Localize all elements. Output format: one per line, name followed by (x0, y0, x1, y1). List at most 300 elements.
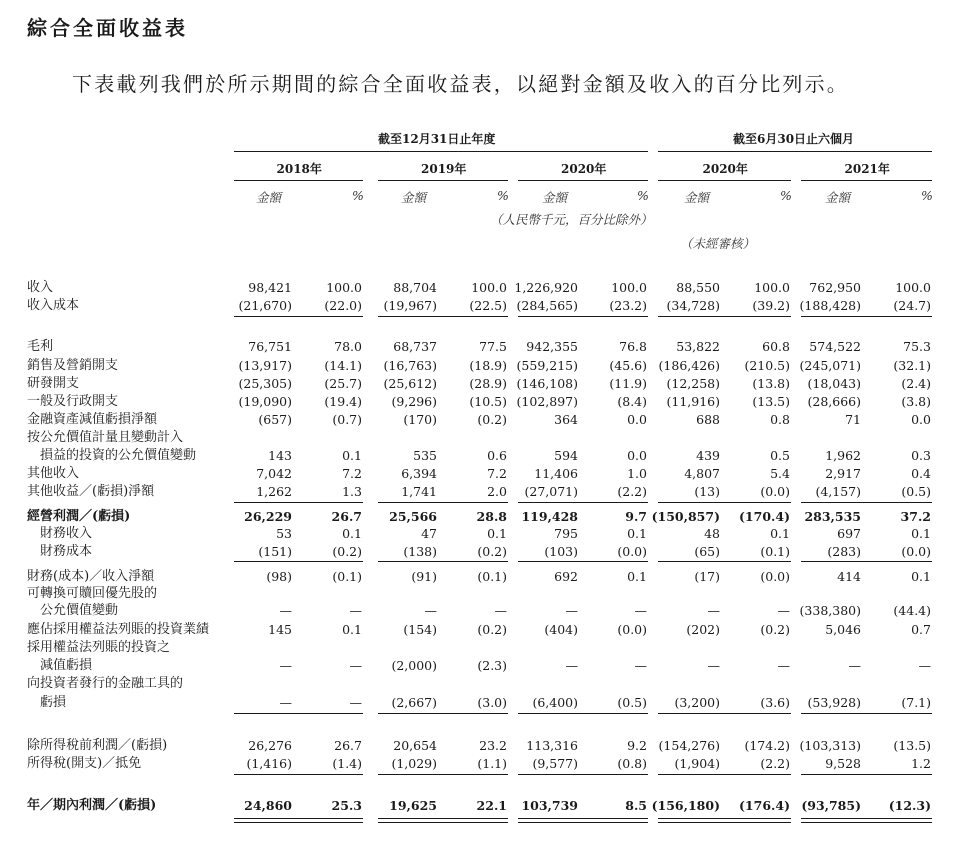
table-cell: 0.1 (487, 526, 507, 541)
table-cell: (138) (403, 544, 437, 559)
table-cell: 20,654 (393, 738, 437, 753)
table-cell: 0.0 (911, 412, 931, 427)
table-cell: 25,566 (389, 509, 437, 524)
table-cell: 19,625 (389, 798, 437, 813)
table-cell: 100.0 (895, 280, 931, 295)
table-cell: (156,180) (651, 798, 720, 813)
row-label: 金融資產減值虧損淨額 (27, 412, 158, 427)
table-cell: (1,904) (674, 756, 720, 771)
table-row (0, 429, 969, 447)
table-cell: (0.2) (477, 544, 507, 559)
table-cell: (13) (694, 484, 720, 499)
table-row (0, 483, 969, 501)
table-cell: (23.2) (609, 298, 647, 313)
table-cell: (2.3) (477, 658, 507, 673)
table-cell: 0.5 (770, 448, 790, 463)
table-cell: 414 (837, 569, 861, 584)
table-row (0, 375, 969, 393)
table-cell: (283) (827, 544, 861, 559)
percent-subheader: % (921, 188, 933, 203)
table-cell: (25,612) (383, 376, 437, 391)
group-header-year: 截至12月31日止年度 (378, 132, 496, 146)
subtotal-rule (801, 561, 932, 562)
amount-subheader: 金額 (542, 190, 568, 205)
table-cell: (25.7) (324, 376, 362, 391)
table-cell: (3,200) (674, 695, 720, 710)
table-cell: (19.4) (324, 394, 362, 409)
table-cell: (154) (403, 622, 437, 637)
table-cell: 1.2 (911, 756, 931, 771)
percent-subheader: % (497, 188, 509, 203)
table-cell: (9,577) (532, 756, 578, 771)
row-label: 財務收入 (27, 526, 93, 541)
subtotal-rule (378, 774, 508, 775)
table-cell: (98) (266, 569, 292, 584)
row-label: 收入成本 (27, 298, 80, 313)
table-cell: 119,428 (521, 509, 578, 524)
row-label: 採用權益法列賬的投資之 (27, 640, 171, 655)
table-cell: (0.0) (617, 544, 647, 559)
subtotal-rule (518, 713, 648, 714)
table-cell: 47 (421, 526, 437, 541)
row-label: 損益的投資的公允價值變動 (27, 448, 197, 463)
unaudited-note: （未經審核） (680, 236, 756, 251)
table-cell: (45.6) (609, 358, 647, 373)
table-row (0, 525, 969, 543)
table-cell: 2.0 (487, 484, 507, 499)
table-cell: 100.0 (754, 280, 790, 295)
period-header: 2019年 (421, 162, 467, 176)
table-row (0, 585, 969, 603)
table-cell: (39.2) (752, 298, 790, 313)
table-cell: (24.7) (893, 298, 931, 313)
table-cell: 0.1 (342, 526, 362, 541)
subtotal-rule (801, 316, 932, 317)
table-cell: (28,666) (807, 394, 861, 409)
table-cell: 25.3 (331, 798, 362, 813)
table-cell: 7.2 (487, 466, 507, 481)
table-cell: (176.4) (739, 798, 790, 813)
table-cell: (657) (258, 412, 292, 427)
table-cell: 75.3 (903, 339, 931, 354)
table-cell: (2.4) (901, 376, 931, 391)
table-cell: 1.0 (627, 466, 647, 481)
table-cell: 9,528 (825, 756, 861, 771)
table-cell: 76.8 (619, 339, 647, 354)
table-cell: 5,046 (825, 622, 861, 637)
percent-subheader: % (637, 188, 649, 203)
table-cell: (3.6) (760, 695, 790, 710)
table-cell: 0.7 (911, 622, 931, 637)
table-cell: 4,807 (684, 466, 720, 481)
subtotal-rule (658, 774, 791, 775)
amount-subheader: 金額 (825, 190, 851, 205)
total-double-rule (234, 818, 363, 819)
table-cell: (0.7) (332, 412, 362, 427)
subtotal-rule (378, 502, 508, 503)
table-cell: (0.1) (760, 544, 790, 559)
subtotal-rule (234, 316, 363, 317)
table-cell: (65) (694, 544, 720, 559)
row-label: 所得稅(開支)／抵免 (27, 756, 142, 771)
table-cell: 283,535 (804, 509, 861, 524)
table-cell: (1,416) (246, 756, 292, 771)
table-cell: (174.2) (744, 738, 790, 753)
subtotal-rule (658, 502, 791, 503)
period-rule (801, 180, 932, 181)
period-header: 2021年 (844, 162, 890, 176)
table-cell: 0.1 (911, 526, 931, 541)
row-label: 一般及行政開支 (27, 394, 119, 409)
table-cell: (27,071) (524, 484, 578, 499)
table-cell: (21,670) (238, 298, 292, 313)
table-cell: 88,550 (676, 280, 720, 295)
table-cell: 7,042 (256, 466, 292, 481)
table-cell: (2.2) (617, 484, 647, 499)
table-cell: (25,305) (238, 376, 292, 391)
table-cell: (338,380) (799, 603, 861, 618)
table-cell: — (777, 603, 790, 618)
table-cell: (18,043) (807, 376, 861, 391)
total-double-rule (801, 818, 932, 819)
table-cell: 37.2 (900, 509, 931, 524)
table-cell: — (565, 603, 578, 618)
table-cell: (0.0) (901, 544, 931, 559)
subtotal-rule (234, 774, 363, 775)
percent-subheader: % (352, 188, 364, 203)
table-cell: (146,108) (516, 376, 578, 391)
row-label: 年／期內利潤／(虧損) (27, 798, 157, 813)
total-double-rule (518, 818, 648, 819)
table-cell: (2,667) (391, 695, 437, 710)
table-cell: — (279, 695, 292, 710)
table-row (0, 737, 969, 755)
table-cell: 100.0 (611, 280, 647, 295)
table-cell: 0.8 (770, 412, 790, 427)
row-label: 財務(成本)／收入淨額 (27, 569, 155, 584)
table-cell: (53,928) (807, 695, 861, 710)
table-cell: 78.0 (334, 339, 362, 354)
table-cell: 2,917 (825, 466, 861, 481)
table-cell: 535 (413, 448, 437, 463)
period-header: 2018年 (276, 162, 322, 176)
period-header: 2020年 (561, 162, 607, 176)
table-row (0, 279, 969, 297)
table-cell: (210.5) (744, 358, 790, 373)
table-row (0, 657, 969, 675)
table-cell: (0.1) (332, 569, 362, 584)
subtotal-rule (801, 502, 932, 503)
amount-subheader: 金額 (684, 190, 710, 205)
table-row (0, 755, 969, 773)
currency-note: （人民幣千元，百分比除外） (490, 212, 653, 227)
table-cell: (170.4) (739, 509, 790, 524)
table-cell: (32.1) (893, 358, 931, 373)
total-double-rule (234, 822, 363, 823)
table-cell: (10.5) (469, 394, 507, 409)
table-cell: (12,258) (666, 376, 720, 391)
table-cell: (11,916) (666, 394, 720, 409)
percent-subheader: % (780, 188, 792, 203)
row-label: 可轉換可贖回優先股的 (27, 586, 158, 601)
row-label: 公允價值變動 (27, 603, 119, 618)
table-cell: 71 (845, 412, 861, 427)
table-cell: (103,313) (799, 738, 861, 753)
table-row (0, 543, 969, 561)
table-cell: (18.9) (469, 358, 507, 373)
table-cell: 11,406 (534, 466, 578, 481)
table-row (0, 411, 969, 429)
table-cell: 0.0 (627, 412, 647, 427)
table-cell: 0.3 (911, 448, 931, 463)
table-row (0, 621, 969, 639)
table-cell: 0.1 (342, 622, 362, 637)
table-cell: (0.2) (332, 544, 362, 559)
table-cell: 103,739 (521, 798, 578, 813)
subtotal-rule (518, 502, 648, 503)
table-cell: (0.2) (477, 622, 507, 637)
subtotal-rule (378, 713, 508, 714)
row-label: 毛利 (27, 339, 54, 354)
table-cell: (154,276) (658, 738, 720, 753)
table-cell: 77.5 (479, 339, 507, 354)
table-cell: (102,897) (516, 394, 578, 409)
table-row (0, 602, 969, 620)
table-cell: (44.4) (893, 603, 931, 618)
row-label: 減值虧損 (27, 658, 93, 673)
table-cell: 1,262 (256, 484, 292, 499)
row-label: 研發開支 (27, 376, 80, 391)
table-cell: 0.1 (770, 526, 790, 541)
table-cell: (150,857) (651, 509, 720, 524)
table-cell: (2,000) (391, 658, 437, 673)
subtotal-rule (658, 713, 791, 714)
table-cell: (0.1) (477, 569, 507, 584)
subtotal-rule (378, 561, 508, 562)
table-cell: (91) (411, 569, 437, 584)
table-cell: (4,157) (815, 484, 861, 499)
table-cell: 53 (276, 526, 292, 541)
table-cell: 6,394 (401, 466, 437, 481)
table-cell: 26,229 (244, 509, 292, 524)
table-cell: (22.5) (469, 298, 507, 313)
subtotal-rule (234, 713, 363, 714)
table-cell: (0.0) (617, 622, 647, 637)
table-row (0, 465, 969, 483)
table-cell: (13.5) (893, 738, 931, 753)
subtotal-rule (658, 316, 791, 317)
table-cell: (103) (544, 544, 578, 559)
table-cell: 7.2 (342, 466, 362, 481)
table-cell: (0.5) (617, 695, 647, 710)
subtotal-rule (801, 774, 932, 775)
table-cell: 22.1 (476, 798, 507, 813)
group-rule (234, 151, 648, 152)
table-cell: (188,428) (799, 298, 861, 313)
table-cell: (404) (544, 622, 578, 637)
table-cell: — (279, 658, 292, 673)
table-cell: 9.2 (627, 738, 647, 753)
table-cell: (6,400) (532, 695, 578, 710)
table-cell: (1.4) (332, 756, 362, 771)
table-cell: 795 (554, 526, 578, 541)
table-cell: (14.1) (324, 358, 362, 373)
period-rule (658, 180, 791, 181)
total-double-rule (658, 822, 791, 823)
row-label: 財務成本 (27, 544, 93, 559)
subtotal-rule (801, 713, 932, 714)
table-cell: (186,426) (658, 358, 720, 373)
table-row (0, 508, 969, 526)
table-cell: — (918, 658, 931, 673)
total-double-rule (378, 818, 508, 819)
table-cell: (8.4) (617, 394, 647, 409)
table-cell: (0.2) (760, 622, 790, 637)
row-label: 應佔採用權益法列賬的投資業績 (27, 622, 210, 637)
row-label: 除所得稅前利潤／(虧損) (27, 738, 168, 753)
table-cell: (16,763) (383, 358, 437, 373)
table-cell: 1,741 (401, 484, 437, 499)
table-cell: — (279, 603, 292, 618)
table-cell: — (777, 658, 790, 673)
table-cell: 0.1 (627, 569, 647, 584)
period-rule (378, 180, 508, 181)
table-cell: 697 (837, 526, 861, 541)
table-cell: (19,967) (383, 298, 437, 313)
period-rule (518, 180, 648, 181)
table-cell: 98,421 (248, 280, 292, 295)
table-row (0, 568, 969, 586)
table-cell: 53,822 (676, 339, 720, 354)
table-cell: 0.1 (911, 569, 931, 584)
table-cell: 688 (696, 412, 720, 427)
table-cell: (12.3) (888, 798, 931, 813)
table-row (0, 694, 969, 712)
table-cell: (2.2) (760, 756, 790, 771)
group-header-half: 截至6月30日止六個月 (733, 132, 855, 146)
row-label: 其他收益／(虧損)淨額 (27, 484, 155, 499)
subtotal-rule (518, 561, 648, 562)
row-label: 收入 (27, 280, 54, 295)
table-cell: 942,355 (526, 339, 578, 354)
table-cell: (7.1) (901, 695, 931, 710)
amount-subheader: 金額 (401, 190, 427, 205)
table-cell: (28.9) (469, 376, 507, 391)
table-cell: 100.0 (326, 280, 362, 295)
table-cell: (1.1) (477, 756, 507, 771)
table-cell: (11.9) (609, 376, 647, 391)
table-cell: 8.5 (625, 798, 647, 813)
table-cell: — (634, 603, 647, 618)
table-cell: (1,029) (391, 756, 437, 771)
table-cell: (559,215) (516, 358, 578, 373)
table-cell: 5.4 (770, 466, 790, 481)
subtotal-rule (234, 561, 363, 562)
table-cell: (202) (686, 622, 720, 637)
table-cell: — (349, 603, 362, 618)
total-double-rule (658, 818, 791, 819)
page-title: 綜合全面收益表 (27, 16, 188, 40)
table-cell: 26.7 (331, 509, 362, 524)
row-label: 虧損 (27, 695, 67, 710)
total-double-rule (378, 822, 508, 823)
table-cell: — (707, 603, 720, 618)
table-cell: 28.8 (476, 509, 507, 524)
table-cell: (13,917) (238, 358, 292, 373)
table-cell: — (634, 658, 647, 673)
group-rule (658, 151, 932, 152)
table-cell: 0.1 (342, 448, 362, 463)
table-cell: — (494, 603, 507, 618)
table-cell: (17) (694, 569, 720, 584)
amount-subheader: 金額 (256, 190, 282, 205)
table-cell: 145 (268, 622, 292, 637)
intro-text: 下表載列我們於所示期間的綜合全面收益表，以絕對金額及收入的百分比列示。 (72, 72, 849, 96)
table-cell: 100.0 (471, 280, 507, 295)
table-cell: (13.8) (752, 376, 790, 391)
table-cell: (93,785) (801, 798, 861, 813)
table-row (0, 797, 969, 815)
row-label: 其他收入 (27, 466, 80, 481)
table-cell: (284,565) (516, 298, 578, 313)
table-cell: 692 (554, 569, 578, 584)
table-cell: (9,296) (391, 394, 437, 409)
table-cell: 26,276 (248, 738, 292, 753)
table-cell: (22.0) (324, 298, 362, 313)
table-cell: (3.8) (901, 394, 931, 409)
table-cell: — (565, 658, 578, 673)
table-row (0, 675, 969, 693)
table-cell: 60.8 (762, 339, 790, 354)
table-cell: (0.5) (901, 484, 931, 499)
table-cell: (245,071) (799, 358, 861, 373)
table-cell: 76,751 (248, 339, 292, 354)
table-cell: 24,860 (244, 798, 292, 813)
table-cell: 574,522 (809, 339, 861, 354)
row-label: 經營利潤／(虧損) (27, 509, 131, 524)
table-cell: 48 (704, 526, 720, 541)
table-cell: 9.7 (625, 509, 647, 524)
table-cell: (0.0) (760, 484, 790, 499)
table-row (0, 447, 969, 465)
row-label: 向投資者發行的金融工具的 (27, 676, 184, 691)
table-row (0, 639, 969, 657)
table-cell: 88,704 (393, 280, 437, 295)
table-cell: — (848, 658, 861, 673)
table-cell: 143 (268, 448, 292, 463)
table-cell: 0.4 (911, 466, 931, 481)
total-double-rule (518, 822, 648, 823)
table-cell: 439 (696, 448, 720, 463)
table-cell: — (349, 658, 362, 673)
subtotal-rule (518, 774, 648, 775)
table-cell: (13.5) (752, 394, 790, 409)
row-label: 銷售及營銷開支 (27, 358, 119, 373)
table-cell: (0.0) (760, 569, 790, 584)
subtotal-rule (518, 316, 648, 317)
table-row (0, 338, 969, 356)
subtotal-rule (658, 561, 791, 562)
table-cell: 364 (554, 412, 578, 427)
table-cell: (0.2) (477, 412, 507, 427)
table-cell: (19,090) (238, 394, 292, 409)
table-cell: (34,728) (666, 298, 720, 313)
table-cell: 1.3 (342, 484, 362, 499)
table-row (0, 393, 969, 411)
total-double-rule (801, 822, 932, 823)
row-label: 按公允價值計量且變動計入 (27, 430, 184, 445)
subtotal-rule (234, 502, 363, 503)
